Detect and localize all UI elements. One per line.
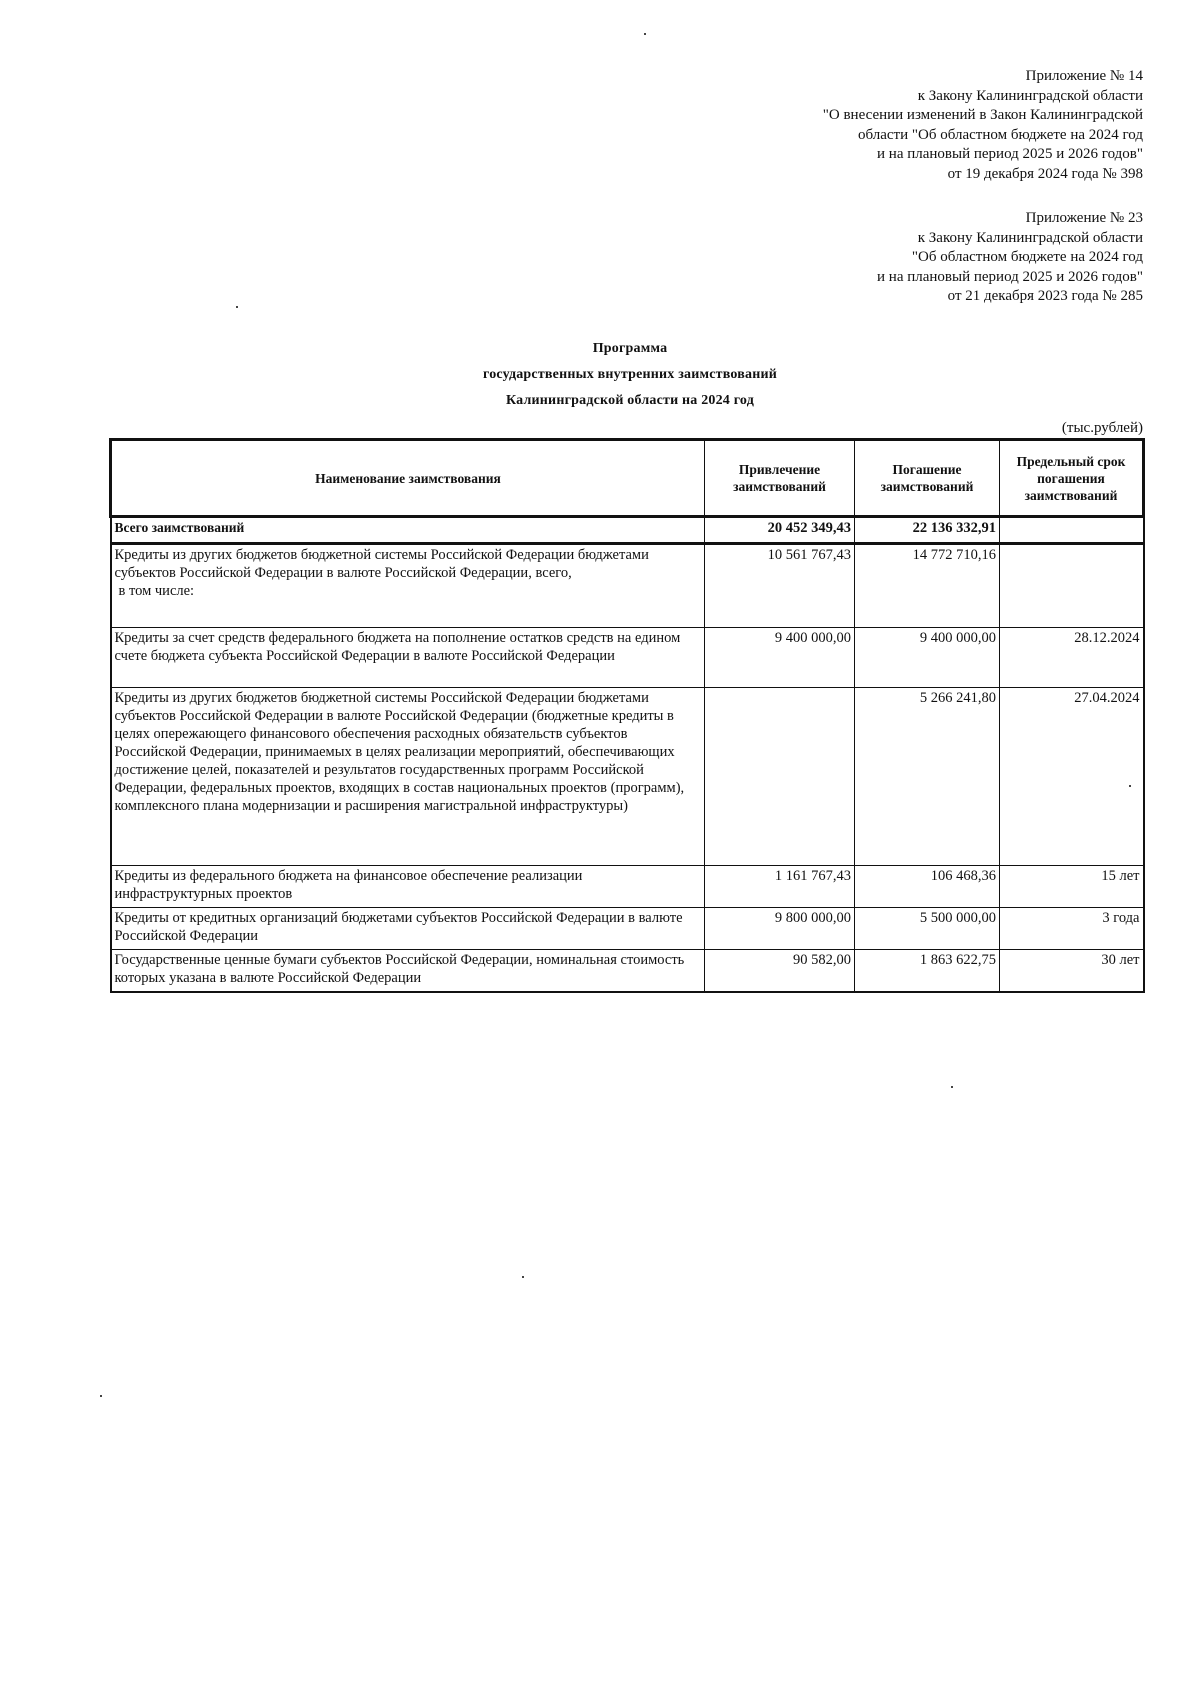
header-term: Предельный срок погашения заимствований [1000, 440, 1144, 517]
borrowings-table [109, 438, 1145, 993]
title-line-2: государственных внутренних заимствований [482, 367, 778, 382]
header-name: Наименование заимствования [111, 440, 705, 517]
annex-23-header [877, 209, 1143, 307]
row-name: Государственные ценные бумаги субъектов Российской Федерации, номинальная стоимость которых указана в валюте Российской Федерации [111, 950, 705, 992]
row-repayment: 5 266 241,80 [855, 688, 1000, 866]
row-term: 30 лет [1000, 950, 1144, 992]
annex-14-line: и на плановый период 2025 и 2026 годов" [877, 146, 1143, 162]
scan-speck [1129, 785, 1131, 787]
row-attraction: 9 400 000,00 [705, 628, 855, 688]
total-row [111, 517, 1144, 544]
row-term: 3 года [1000, 908, 1144, 950]
annex-23-line: и на плановый период 2025 и 2026 годов" [877, 268, 1143, 285]
title-line-1: Программа [592, 341, 668, 356]
row-name: Кредиты из других бюджетов бюджетной системы Российской Федерации бюджетами субъектов Российской Федерации в валюте Российской Федерации, всего, [114, 547, 649, 581]
row-repayment: 1 863 622,75 [855, 950, 1000, 992]
annex-14-line: от 19 декабря 2024 года № 398 [947, 165, 1143, 182]
total-term [1000, 517, 1144, 544]
table-row [111, 908, 1144, 950]
table-row [111, 688, 1144, 866]
annex-23-line: от 21 декабря 2023 года № 285 [947, 288, 1143, 304]
annex-23-line: к Закону Калининградской области [917, 229, 1143, 246]
row-term: 15 лет [1000, 866, 1144, 908]
table-row [111, 866, 1144, 908]
row-attraction: 10 561 767,43 [705, 544, 855, 628]
row-repayment: 106 468,36 [855, 866, 1000, 908]
scan-speck [100, 1395, 102, 1397]
annex-14-line: "О внесении изменений в Закон Калининградской [822, 107, 1143, 123]
row-name-cell [111, 544, 705, 628]
row-repayment: 5 500 000,00 [855, 908, 1000, 950]
header-attraction: Привлечение заимствований [705, 440, 855, 517]
table-row [111, 628, 1144, 688]
title-line-3: Калининградской области на 2024 год [505, 393, 754, 408]
table-row [111, 544, 1144, 628]
row-term: 27.04.2024 [1000, 688, 1144, 866]
scan-speck [236, 306, 238, 308]
annex-14-line: к Закону Калининградской области [917, 87, 1143, 104]
row-repayment: 9 400 000,00 [855, 628, 1000, 688]
document-title [0, 336, 1200, 414]
row-attraction: 9 800 000,00 [705, 908, 855, 950]
row-repayment: 14 772 710,16 [855, 544, 1000, 628]
table-header-row [111, 440, 1144, 517]
total-repayment: 22 136 332,91 [855, 517, 1000, 544]
row-term: 28.12.2024 [1000, 628, 1144, 688]
table-row [111, 950, 1144, 992]
annex-23-line: Приложение № 23 [1025, 210, 1143, 226]
row-term [1000, 544, 1144, 628]
header-repayment: Погашение заимствований [855, 440, 1000, 517]
annex-14-line: Приложение № 14 [1025, 68, 1143, 84]
row-name: Кредиты от кредитных организаций бюджетами субъектов Российской Федерации в валюте Российской Федерации [111, 908, 705, 950]
scan-speck [522, 1276, 524, 1278]
annex-23-line: "Об областном бюджете на 2024 год [911, 249, 1143, 265]
row-attraction: 1 161 767,43 [705, 866, 855, 908]
row-attraction: 90 582,00 [705, 950, 855, 992]
total-name: Всего заимствований [111, 517, 705, 544]
units-label: (тыс.рублей) [1061, 420, 1143, 436]
row-name: Кредиты из других бюджетов бюджетной системы Российской Федерации бюджетами субъектов Российской Федерации в валюте Российской Федерации (бюджетные кредиты в целях опережающего финансового обеспечения расходных обязательств субъектов Российской Федерации, принимаемых в целях реализации мероприятий, обеспечивающих достижение целей, показателей и результатов государственных программ Российской Федерации, федеральных проектов, входящих в состав национальных проектов (программ), комплексного плана модернизации и расширения магистральной инфраструктуры) [111, 688, 705, 866]
row-name-extra: в том числе: [118, 583, 195, 599]
row-name: Кредиты за счет средств федерального бюджета на пополнение остатков средств на едином счете бюджета субъекта Российской Федерации в валюте Российской Федерации [111, 628, 705, 688]
total-attraction: 20 452 349,43 [705, 517, 855, 544]
row-name: Кредиты из федерального бюджета на финансовое обеспечение реализации инфраструктурных проектов [111, 866, 705, 908]
row-attraction [705, 688, 855, 866]
annex-14-line: области "Об областном бюджете на 2024 год [858, 126, 1143, 143]
scan-speck [951, 1086, 953, 1088]
annex-14-header [823, 67, 1143, 184]
scan-speck [644, 33, 646, 35]
